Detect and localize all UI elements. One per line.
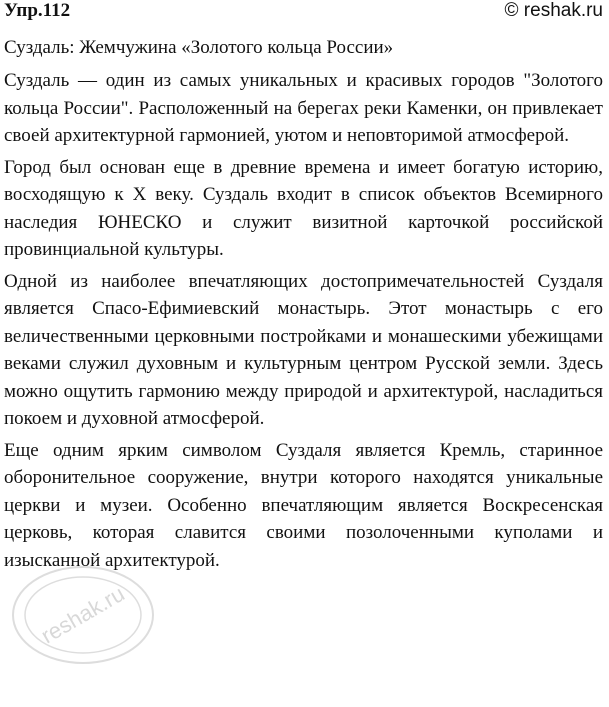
exercise-number: Упр.112 [4,0,71,21]
paragraph-4: Еще одним ярким символом Суздаля является Кремль, старинное оборонительное сооружение, внутри которого находятся уникальные церкви и музеи. Особенно впечатляющим является Воскресенская церковь, которая славится своими позолоченными куполами и изысканной архитектурой. [4,439,603,571]
document-body [4,36,603,578]
paragraph-2: Город был основан еще в древние времена и имеет богатую историю, восходящую к X веку. Суздаль входит в список объектов Всемирного наследия ЮНЕСКО и служит визитной карточкой российской провинциальной культуры. [4,156,603,260]
paragraph-3: Одной из наиболее впечатляющих достопримечательностей Суздаля является Спасо-Ефимиевский монастырь. Этот монастырь с его величественными церковными постройками и монашескими убежищами веками служил духовным и культурным центром Русской земли. Здесь можно ощутить гармонию между природой и архитектурой, насладиться покоем и духовной атмосферой. [4,270,603,429]
document-title: Суздаль: Жемчужина «Золотого кольца России» [4,37,394,58]
paragraph-1: Суздаль — один из самых уникальных и красивых городов "Золотого кольца России". Расположенный на берегах реки Каменки, он привлекает своей архитектурной гармонией, уютом и неповторимой атмосферой. [4,70,603,146]
svg-text:reshak.ru: reshak.ru [36,580,129,649]
site-watermark: © reshak.ru [504,0,603,21]
page-header [4,0,603,22]
